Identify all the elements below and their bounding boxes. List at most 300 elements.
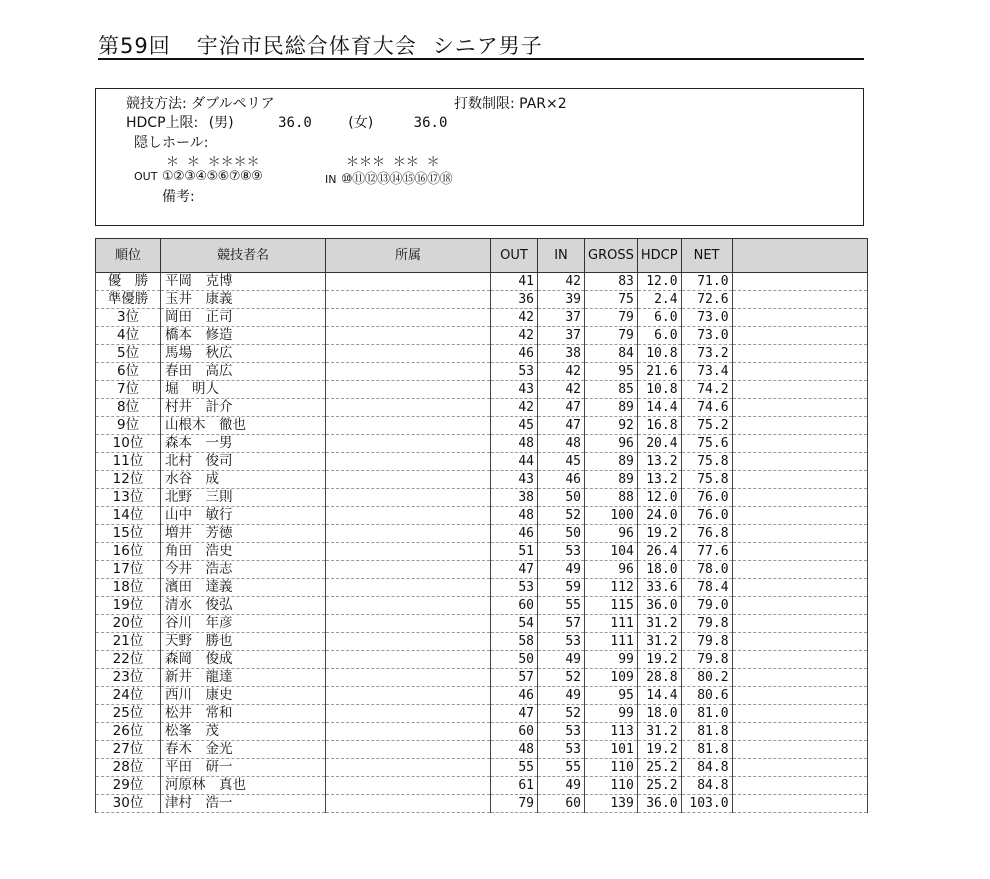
col-net: NET [681, 239, 732, 273]
blank-cell [732, 651, 867, 669]
gross-score-cell: 92 [585, 417, 638, 435]
net-score-cell: 78.0 [681, 561, 732, 579]
table-row [96, 561, 868, 579]
rules-box [95, 88, 864, 226]
team-cell [326, 579, 491, 597]
table-row [96, 633, 868, 651]
blank-cell [732, 525, 867, 543]
name-cell: 松井 常和 [161, 705, 326, 723]
hdcp-cell: 14.4 [637, 687, 681, 705]
table-row [96, 417, 868, 435]
rank-cell: 21位 [96, 633, 161, 651]
in-score-cell: 49 [538, 651, 585, 669]
rank-cell: 17位 [96, 561, 161, 579]
blank-cell [732, 399, 867, 417]
net-score-cell: 84.8 [681, 759, 732, 777]
team-cell [326, 273, 491, 291]
net-score-cell: 73.2 [681, 345, 732, 363]
net-score-cell: 79.0 [681, 597, 732, 615]
blank-cell [732, 309, 867, 327]
net-score-cell: 79.8 [681, 651, 732, 669]
rank-cell: 5位 [96, 345, 161, 363]
out-hidden-stars: ＊ ＊ ＊＊＊＊ [166, 155, 260, 170]
gross-score-cell: 95 [585, 363, 638, 381]
name-cell: 北村 俊司 [161, 453, 326, 471]
hdcp-cell: 10.8 [637, 381, 681, 399]
net-score-cell: 74.6 [681, 399, 732, 417]
in-score-cell: 60 [538, 795, 585, 813]
hdcp-cell: 6.0 [637, 309, 681, 327]
name-cell: 春木 金光 [161, 741, 326, 759]
out-score-cell: 42 [491, 327, 538, 345]
rank-cell: 19位 [96, 597, 161, 615]
hdcp-cell: 31.2 [637, 723, 681, 741]
net-score-cell: 75.6 [681, 435, 732, 453]
hdcp-cell: 31.2 [637, 615, 681, 633]
in-score-cell: 52 [538, 669, 585, 687]
out-score-cell: 42 [491, 399, 538, 417]
rank-cell: 優 勝 [96, 273, 161, 291]
team-cell [326, 669, 491, 687]
gross-score-cell: 85 [585, 381, 638, 399]
blank-cell [732, 363, 867, 381]
name-cell: 増井 芳徳 [161, 525, 326, 543]
name-cell: 玉井 康義 [161, 291, 326, 309]
blank-cell [732, 633, 867, 651]
gross-score-cell: 95 [585, 687, 638, 705]
blank-cell [732, 489, 867, 507]
col-rank: 順位 [96, 239, 161, 273]
gross-score-cell: 96 [585, 525, 638, 543]
gross-score-cell: 84 [585, 345, 638, 363]
in-score-cell: 37 [538, 327, 585, 345]
col-hdcp: HDCP [637, 239, 681, 273]
out-score-cell: 79 [491, 795, 538, 813]
hidden-holes-line [134, 132, 208, 152]
net-score-cell: 84.8 [681, 777, 732, 795]
net-score-cell: 79.8 [681, 633, 732, 651]
table-row [96, 759, 868, 777]
hdcp-cell: 20.4 [637, 435, 681, 453]
limit-value: PAR×2 [519, 96, 567, 112]
net-score-cell: 76.0 [681, 507, 732, 525]
table-row [96, 597, 868, 615]
gross-score-cell: 139 [585, 795, 638, 813]
in-score-cell: 53 [538, 633, 585, 651]
out-label: OUT [134, 170, 158, 183]
team-cell [326, 435, 491, 453]
hdcp-cell: 12.0 [637, 489, 681, 507]
col-out: OUT [491, 239, 538, 273]
in-score-cell: 59 [538, 579, 585, 597]
blank-cell [732, 435, 867, 453]
name-cell: 河原林 真也 [161, 777, 326, 795]
hdcp-cell: 14.4 [637, 399, 681, 417]
team-cell [326, 417, 491, 435]
hdcp-label: HDCP上限: [126, 115, 199, 131]
net-score-cell: 103.0 [681, 795, 732, 813]
hdcp-cell: 19.2 [637, 525, 681, 543]
limit-label: 打数制限: [454, 96, 515, 112]
rank-cell: 28位 [96, 759, 161, 777]
rank-cell: 9位 [96, 417, 161, 435]
rank-cell: 3位 [96, 309, 161, 327]
name-cell: 谷川 年彦 [161, 615, 326, 633]
rank-cell: 26位 [96, 723, 161, 741]
net-score-cell: 81.8 [681, 723, 732, 741]
col-gross: GROSS [585, 239, 638, 273]
method-label: 競技方法: [126, 96, 187, 112]
name-cell: 新井 龍達 [161, 669, 326, 687]
blank-cell [732, 327, 867, 345]
gross-score-cell: 89 [585, 399, 638, 417]
team-cell [326, 615, 491, 633]
out-score-cell: 48 [491, 507, 538, 525]
out-score-cell: 38 [491, 489, 538, 507]
blank-cell [732, 597, 867, 615]
table-row [96, 453, 868, 471]
gross-score-cell: 100 [585, 507, 638, 525]
out-score-cell: 41 [491, 273, 538, 291]
table-row [96, 507, 868, 525]
name-cell: 堀 明人 [161, 381, 326, 399]
hdcp-line [126, 112, 447, 132]
hdcp-cell: 2.4 [637, 291, 681, 309]
out-score-cell: 60 [491, 597, 538, 615]
team-cell [326, 723, 491, 741]
net-score-cell: 79.8 [681, 615, 732, 633]
page-title [98, 30, 543, 60]
team-cell [326, 561, 491, 579]
in-hidden-stars: ＊＊＊ ＊＊ ＊ [346, 155, 440, 170]
out-score-cell: 48 [491, 435, 538, 453]
table-row [96, 327, 868, 345]
in-score-cell: 50 [538, 525, 585, 543]
gross-score-cell: 101 [585, 741, 638, 759]
gross-score-cell: 112 [585, 579, 638, 597]
blank-cell [732, 345, 867, 363]
net-score-cell: 74.2 [681, 381, 732, 399]
table-row [96, 399, 868, 417]
table-row [96, 381, 868, 399]
in-score-cell: 39 [538, 291, 585, 309]
out-score-cell: 57 [491, 669, 538, 687]
team-cell [326, 399, 491, 417]
table-row [96, 363, 868, 381]
team-cell [326, 507, 491, 525]
remarks-line [162, 186, 195, 206]
rank-cell: 8位 [96, 399, 161, 417]
hdcp-cell: 25.2 [637, 777, 681, 795]
team-cell [326, 543, 491, 561]
method-line [126, 93, 275, 113]
gross-score-cell: 109 [585, 669, 638, 687]
rank-cell: 11位 [96, 453, 161, 471]
name-cell: 天野 勝也 [161, 633, 326, 651]
rank-cell: 20位 [96, 615, 161, 633]
gross-score-cell: 79 [585, 327, 638, 345]
name-cell: 橋本 修造 [161, 327, 326, 345]
hdcp-cell: 25.2 [637, 759, 681, 777]
blank-cell [732, 687, 867, 705]
gross-score-cell: 115 [585, 597, 638, 615]
out-score-cell: 54 [491, 615, 538, 633]
table-row [96, 543, 868, 561]
hdcp-cell: 16.8 [637, 417, 681, 435]
blank-cell [732, 273, 867, 291]
team-cell [326, 597, 491, 615]
team-cell [326, 795, 491, 813]
rank-cell: 12位 [96, 471, 161, 489]
team-cell [326, 525, 491, 543]
blank-cell [732, 291, 867, 309]
rank-cell: 7位 [96, 381, 161, 399]
name-cell: 水谷 成 [161, 471, 326, 489]
team-cell [326, 345, 491, 363]
table-row [96, 291, 868, 309]
name-cell: 北野 三則 [161, 489, 326, 507]
blank-cell [732, 471, 867, 489]
hidden-holes-label: 隠しホール: [134, 135, 209, 151]
hdcp-cell: 13.2 [637, 471, 681, 489]
name-cell: 清水 俊弘 [161, 597, 326, 615]
gross-score-cell: 99 [585, 705, 638, 723]
table-row [96, 435, 868, 453]
rank-cell: 29位 [96, 777, 161, 795]
table-row [96, 669, 868, 687]
name-cell: 山中 敏行 [161, 507, 326, 525]
division-name: シニア男子 [432, 34, 543, 58]
net-score-cell: 75.2 [681, 417, 732, 435]
method-value: ダブルペリア [191, 96, 275, 112]
female-limit: 36.0 [413, 115, 448, 131]
team-cell [326, 381, 491, 399]
out-score-cell: 50 [491, 651, 538, 669]
in-score-cell: 48 [538, 435, 585, 453]
hdcp-cell: 19.2 [637, 741, 681, 759]
name-cell: 岡田 正司 [161, 309, 326, 327]
net-score-cell: 77.6 [681, 543, 732, 561]
blank-cell [732, 777, 867, 795]
blank-cell [732, 741, 867, 759]
rank-cell: 24位 [96, 687, 161, 705]
team-cell [326, 705, 491, 723]
net-score-cell: 75.8 [681, 471, 732, 489]
table-row [96, 615, 868, 633]
rank-cell: 30位 [96, 795, 161, 813]
net-score-cell: 80.6 [681, 687, 732, 705]
in-score-cell: 50 [538, 489, 585, 507]
in-holes-line [325, 168, 452, 187]
hdcp-cell: 36.0 [637, 597, 681, 615]
out-hole-numbers: ①②③④⑤⑥⑦⑧⑨ [161, 169, 263, 184]
blank-cell [732, 453, 867, 471]
name-cell: 平田 研一 [161, 759, 326, 777]
hdcp-cell: 6.0 [637, 327, 681, 345]
rank-cell: 18位 [96, 579, 161, 597]
out-score-cell: 61 [491, 777, 538, 795]
in-score-cell: 53 [538, 723, 585, 741]
team-cell [326, 309, 491, 327]
name-cell: 濱田 達義 [161, 579, 326, 597]
hdcp-cell: 10.8 [637, 345, 681, 363]
blank-cell [732, 507, 867, 525]
gross-score-cell: 113 [585, 723, 638, 741]
name-cell: 村井 計介 [161, 399, 326, 417]
rank-cell: 16位 [96, 543, 161, 561]
hdcp-cell: 18.0 [637, 705, 681, 723]
table-row [96, 723, 868, 741]
team-cell [326, 363, 491, 381]
name-cell: 春田 高広 [161, 363, 326, 381]
hdcp-cell: 31.2 [637, 633, 681, 651]
in-score-cell: 49 [538, 561, 585, 579]
table-row [96, 525, 868, 543]
net-score-cell: 76.8 [681, 525, 732, 543]
out-score-cell: 46 [491, 525, 538, 543]
net-score-cell: 81.0 [681, 705, 732, 723]
gross-score-cell: 89 [585, 453, 638, 471]
in-score-cell: 57 [538, 615, 585, 633]
hdcp-cell: 21.6 [637, 363, 681, 381]
net-score-cell: 73.0 [681, 327, 732, 345]
gross-score-cell: 89 [585, 471, 638, 489]
out-score-cell: 45 [491, 417, 538, 435]
hdcp-cell: 26.4 [637, 543, 681, 561]
male-label: (男) [208, 115, 234, 131]
hdcp-cell: 33.6 [637, 579, 681, 597]
team-cell [326, 327, 491, 345]
results-table [95, 238, 868, 813]
table-row [96, 741, 868, 759]
team-cell [326, 741, 491, 759]
limit-line [454, 93, 567, 113]
table-row [96, 273, 868, 291]
name-cell: 角田 浩史 [161, 543, 326, 561]
net-score-cell: 73.4 [681, 363, 732, 381]
col-in: IN [538, 239, 585, 273]
rank-cell: 14位 [96, 507, 161, 525]
team-cell [326, 471, 491, 489]
blank-cell [732, 615, 867, 633]
in-score-cell: 46 [538, 471, 585, 489]
hdcp-cell: 12.0 [637, 273, 681, 291]
in-score-cell: 42 [538, 273, 585, 291]
in-score-cell: 47 [538, 417, 585, 435]
out-score-cell: 47 [491, 705, 538, 723]
in-score-cell: 53 [538, 543, 585, 561]
net-score-cell: 81.8 [681, 741, 732, 759]
in-score-cell: 49 [538, 777, 585, 795]
out-score-cell: 46 [491, 687, 538, 705]
out-score-cell: 42 [491, 309, 538, 327]
col-blank [732, 239, 867, 273]
out-score-cell: 43 [491, 381, 538, 399]
blank-cell [732, 795, 867, 813]
net-score-cell: 78.4 [681, 579, 732, 597]
col-team: 所属 [326, 239, 491, 273]
out-score-cell: 58 [491, 633, 538, 651]
female-label: (女) [348, 115, 374, 131]
blank-cell [732, 417, 867, 435]
in-hole-numbers: ⑩⑪⑫⑬⑭⑮⑯⑰⑱ [340, 172, 453, 187]
rank-cell: 23位 [96, 669, 161, 687]
out-score-cell: 48 [491, 741, 538, 759]
name-cell: 馬場 秋広 [161, 345, 326, 363]
out-holes-line [134, 168, 262, 184]
blank-cell [732, 705, 867, 723]
team-cell [326, 453, 491, 471]
blank-cell [732, 381, 867, 399]
table-row [96, 795, 868, 813]
hdcp-cell: 19.2 [637, 651, 681, 669]
rank-cell: 27位 [96, 741, 161, 759]
hdcp-cell: 28.8 [637, 669, 681, 687]
gross-score-cell: 99 [585, 651, 638, 669]
col-name: 競技者名 [161, 239, 326, 273]
rank-cell: 22位 [96, 651, 161, 669]
name-cell: 森本 一男 [161, 435, 326, 453]
rank-cell: 4位 [96, 327, 161, 345]
blank-cell [732, 579, 867, 597]
gross-score-cell: 111 [585, 633, 638, 651]
table-row [96, 579, 868, 597]
out-score-cell: 53 [491, 363, 538, 381]
in-score-cell: 52 [538, 507, 585, 525]
name-cell: 西川 康史 [161, 687, 326, 705]
remarks-label: 備考: [162, 189, 195, 205]
table-row [96, 309, 868, 327]
net-score-cell: 76.0 [681, 489, 732, 507]
in-score-cell: 52 [538, 705, 585, 723]
hdcp-cell: 13.2 [637, 453, 681, 471]
table-row [96, 471, 868, 489]
gross-score-cell: 111 [585, 615, 638, 633]
hdcp-cell: 24.0 [637, 507, 681, 525]
gross-score-cell: 96 [585, 435, 638, 453]
net-score-cell: 80.2 [681, 669, 732, 687]
out-score-cell: 46 [491, 345, 538, 363]
in-score-cell: 55 [538, 597, 585, 615]
name-cell: 平岡 克博 [161, 273, 326, 291]
name-cell: 津村 浩一 [161, 795, 326, 813]
net-score-cell: 73.0 [681, 309, 732, 327]
blank-cell [732, 561, 867, 579]
table-row [96, 651, 868, 669]
team-cell [326, 687, 491, 705]
team-cell [326, 291, 491, 309]
name-cell: 松峯 茂 [161, 723, 326, 741]
in-score-cell: 45 [538, 453, 585, 471]
out-score-cell: 44 [491, 453, 538, 471]
name-cell: 山根木 徹也 [161, 417, 326, 435]
gross-score-cell: 110 [585, 777, 638, 795]
table-row [96, 777, 868, 795]
in-score-cell: 47 [538, 399, 585, 417]
blank-cell [732, 669, 867, 687]
male-limit: 36.0 [278, 115, 312, 131]
out-score-cell: 47 [491, 561, 538, 579]
in-score-cell: 49 [538, 687, 585, 705]
gross-score-cell: 75 [585, 291, 638, 309]
in-label: IN [325, 173, 337, 186]
gross-score-cell: 96 [585, 561, 638, 579]
table-row [96, 345, 868, 363]
tournament-name: 宇治市民総合体育大会 [196, 34, 417, 58]
table-row [96, 705, 868, 723]
out-score-cell: 60 [491, 723, 538, 741]
out-score-cell: 43 [491, 471, 538, 489]
